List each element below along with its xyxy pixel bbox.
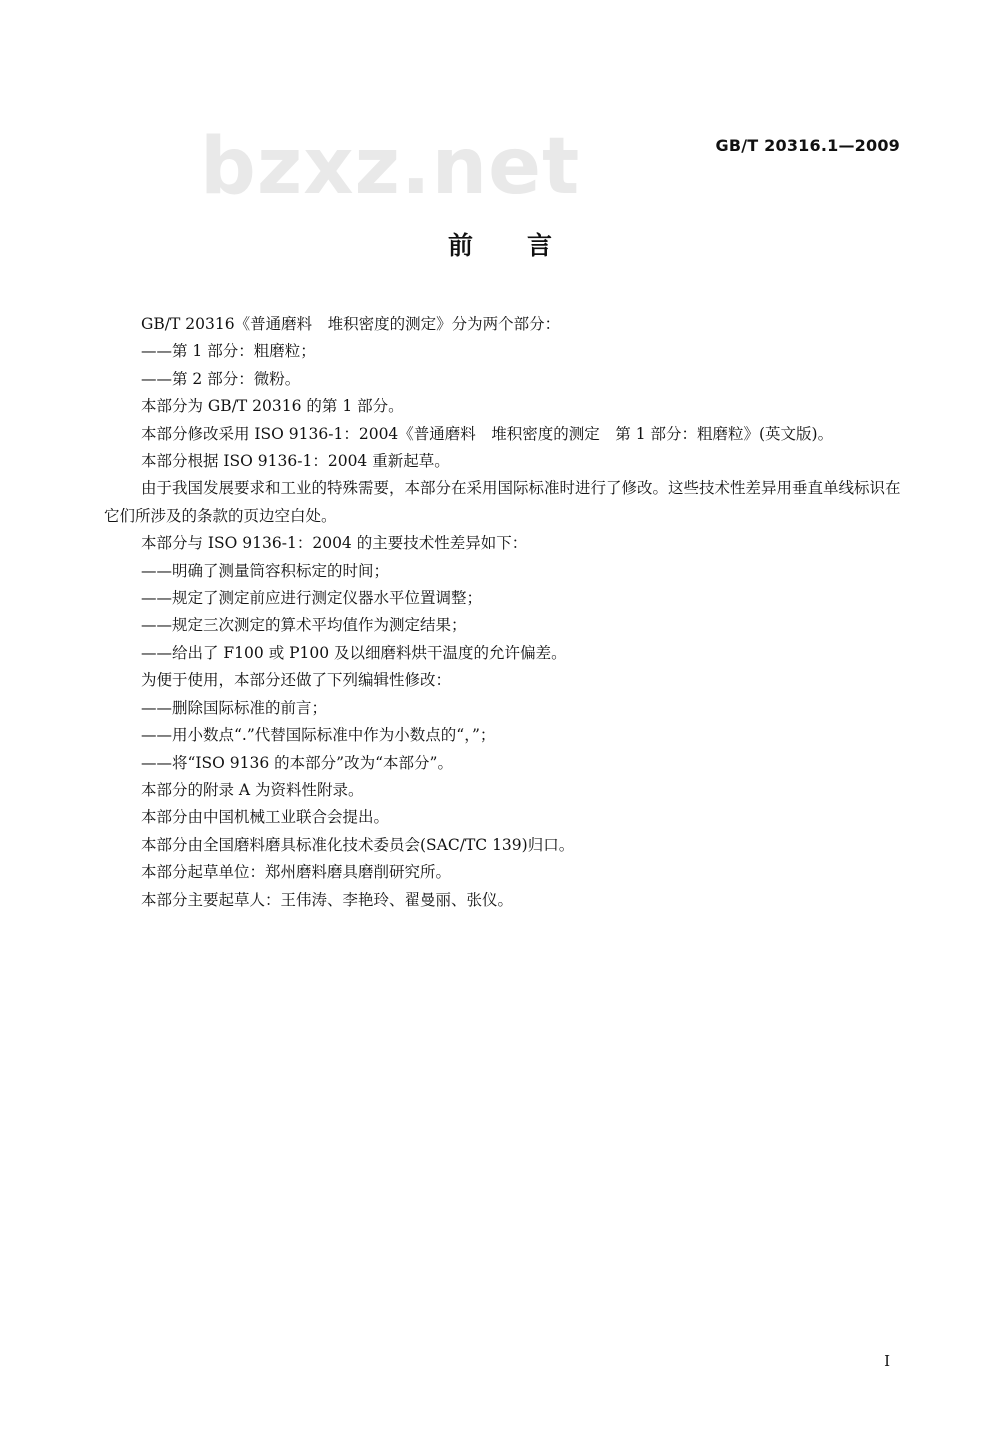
paragraph: 本部分起草单位：郑州磨料磨具磨削研究所。 <box>141 863 452 882</box>
list-item: ——用小数点“.”代替国际标准中作为小数点的“，”； <box>141 726 496 745</box>
list-item: ——给出了 F100 或 P100 及以细磨料烘干温度的允许偏差。 <box>141 643 567 662</box>
paragraph: 本部分主要起草人：王伟涛、李艳玲、翟曼丽、张仪。 <box>141 890 514 909</box>
paragraph: 本部分修改采用 ISO 9136-1：2004《普通磨料 堆积密度的测定 第 1 部分：粗磨粒》(英文版)。 <box>141 424 834 443</box>
list-item: ——规定了测定前应进行测定仪器水平位置调整； <box>141 589 483 608</box>
paragraph: 本部分由全国磨料磨具标准化技术委员会(SAC/TC 139)归口。 <box>141 835 575 854</box>
list-item: ——规定三次测定的算术平均值作为测定结果； <box>141 616 467 635</box>
paragraph: GB/T 20316《普通磨料 堆积密度的测定》分为两个部分： <box>141 315 561 333</box>
paragraph: 本部分的附录 A 为资料性附录。 <box>141 780 364 799</box>
paragraph: 本部分由中国机械工业联合会提出。 <box>141 808 390 827</box>
paragraph: 本部分为 GB/T 20316 的第 1 部分。 <box>141 397 404 416</box>
page-title: 前言 <box>447 231 606 260</box>
standard-code: GB/T 20316.1—2009 <box>715 136 900 155</box>
list-item: ——明确了测量筒容积标定的时间； <box>141 561 390 580</box>
paragraph: 为便于使用，本部分还做了下列编辑性修改： <box>141 671 452 690</box>
watermark-text: bzxz.net <box>200 122 581 212</box>
list-item: ——将“ISO 9136 的本部分”改为“本部分”。 <box>141 753 453 772</box>
list-item: ——第 1 部分：粗磨粒； <box>141 342 316 361</box>
paragraph: 本部分根据 ISO 9136-1：2004 重新起草。 <box>141 452 450 471</box>
list-item: ——第 2 部分：微粉。 <box>141 369 301 388</box>
foreword-body <box>104 311 904 914</box>
page-number: I <box>884 1352 890 1370</box>
paragraph: 由于我国发展要求和工业的特殊需要，本部分在采用国际标准时进行了修改。这些技术性差异用垂直单线标识在它们所涉及的条款的页边空白处。 <box>104 479 901 525</box>
list-item: ——删除国际标准的前言； <box>141 698 328 717</box>
paragraph: 本部分与 ISO 9136-1：2004 的主要技术性差异如下： <box>141 534 528 553</box>
